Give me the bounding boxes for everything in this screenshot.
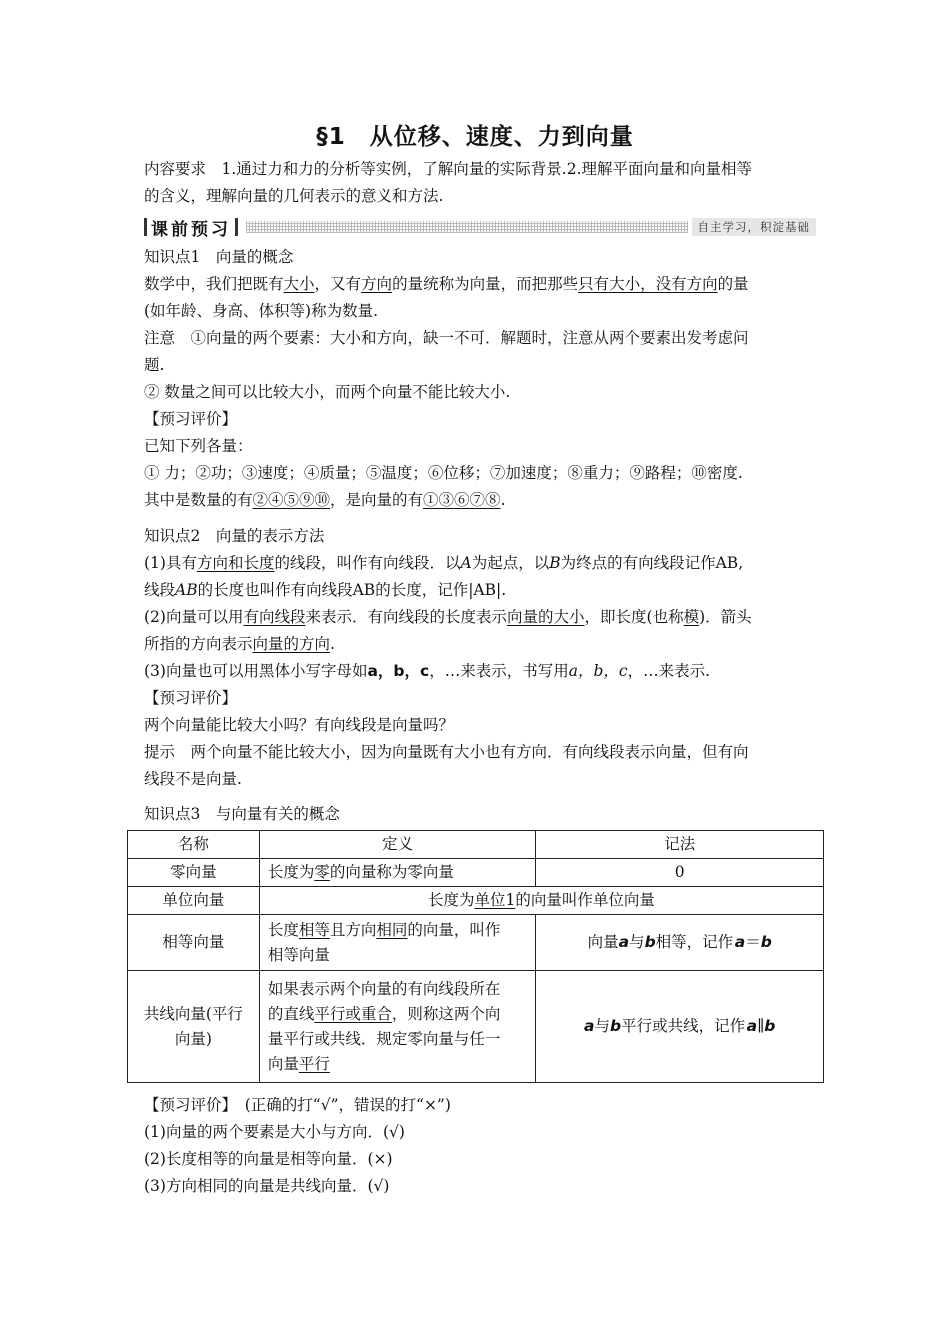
row-name: 相等向量 [128,915,260,971]
underlined-answer: 向量的方向 [252,635,331,653]
text-span: 的线段，叫作有向线段．以 [274,554,461,572]
banner-bar-icon [144,218,147,236]
vector-symbol: b [609,1017,622,1035]
vector-symbol: b [764,1017,776,1035]
knowledge-point-1 [144,244,816,514]
judgement-1: (1)向量的两个要素是大小与方向．(√) [144,1123,405,1141]
requirement-line-1: 内容要求 1.通过力和力的分析等实例，了解向量的实际背景.2.理解平面向量和向量相等 [144,160,753,178]
judgement-2: (2)长度相等的向量是相等向量．(×) [144,1150,393,1168]
kp2-hint-2: 线段不是向量. [144,770,242,788]
underlined-answer: 单位1 [474,891,516,909]
kp2-line-5 [144,658,816,685]
underlined-answer: ②④⑤⑨⑩ [252,491,331,509]
text-span: 线段 [144,581,176,599]
text-span: 其中是数量的有 [144,491,253,509]
kp3-heading: 知识点3 与向量有关的概念 [144,805,340,823]
math-var: AB [175,581,198,599]
underlined-answer: 方向和长度 [196,554,275,572]
row-notation [536,915,824,971]
underlined-answer: 有向线段 [243,608,306,626]
row-name [128,971,260,1083]
kp1-note-3: ② 数量之间可以比较大小，而两个向量不能比较大小. [144,383,511,401]
text-span: ∥ [757,1017,765,1035]
content-requirements [144,156,816,210]
kp2-line-2 [144,577,816,604]
concept-table [127,830,824,1083]
row-definition [259,915,536,971]
kp2-eval-heading: 【预习评价】 [144,689,238,707]
text-span: ，即长度(也称 [584,608,684,626]
section-banner [144,216,816,238]
text-span: 与 [594,1017,610,1035]
kp1-note-1: 注意 ①向量的两个要素：大小和方向，缺一不可．解题时，注意从两个要素出发考虑问 [144,329,749,347]
vector-symbol: a [746,1017,758,1035]
kp3-evaluation [144,1092,816,1200]
text-span: 的量 [717,275,749,293]
vector-symbol: a [618,933,630,951]
text-span: ，又有 [314,275,362,293]
bold-letters: a，b，c [367,662,430,680]
table-header: 定义 [259,831,536,859]
table-header: 名称 [128,831,260,859]
vector-symbol: a [734,933,746,951]
row-name: 零向量 [128,859,260,887]
text-span: )．箭头 [699,608,752,626]
table-header: 记法 [536,831,824,859]
text-span: 量平行或共线．规定零向量与任一 [267,1029,501,1048]
judgement-3: (3)方向相同的向量是共线向量．(√) [144,1177,390,1195]
table-row [128,971,824,1083]
underlined-answer: 只有大小，没有方向 [578,275,718,293]
row-definition [259,971,536,1083]
text-span: 向量 [267,1054,299,1073]
page-title: §1 从位移、速度、力到向量 [316,124,634,150]
kp2-line-1 [144,550,816,577]
text-span: 的向量称为零向量 [329,863,454,881]
text-span: 所指的方向表示 [144,635,253,653]
banner-pattern [246,221,688,233]
text-span: ，是向量的有 [330,491,424,509]
text-span: 平行或共线，记作 [621,1017,746,1035]
text-span: 的向量叫作单位向量 [515,891,655,909]
text-span: . [330,635,335,653]
kp1-paragraph-2: (如年龄、身高、体积等)称为数量. [144,302,379,320]
text-span: 向量 [587,933,619,951]
text-span: 相等向量 [267,945,330,964]
text-span: (2)向量可以用 [144,608,244,626]
vector-symbol: a [584,1017,595,1035]
kp1-question-1: 已知下列各量： [144,437,253,455]
kp3-eval-heading: 【预习评价】 (正确的打“√”，错误的打“×”) [144,1096,451,1114]
text-span: ，则称这两个向 [391,1004,501,1023]
text-span: ，…来表示. [627,662,711,680]
banner-label: 课前预习 [151,219,231,240]
math-var: A [460,554,472,572]
kp1-answer [144,487,816,514]
text-span: ＝ [745,933,761,951]
underlined-answer: 模 [683,608,700,626]
text-span: 共线向量(平行 [143,1004,243,1023]
underlined-answer: 相等 [298,920,330,939]
kp2-hint-1: 提示 两个向量不能比较大小，因为向量既有大小也有方向．有向线段表示向量，但有向 [144,743,749,761]
underlined-answer: 方向 [361,275,393,293]
table-header-row [128,831,824,859]
knowledge-point-3 [144,801,816,828]
italic-letters: a，b，c [568,662,628,680]
kp1-paragraph [144,271,816,298]
kp1-question-2: ① 力；②功；③速度；④质量；⑤温度；⑥位移；⑦加速度；⑧重力；⑨路程；⑩密度. [144,464,743,482]
kp1-note-2: 题. [144,356,165,374]
text-span: 的向量，叫作 [407,920,501,939]
kp2-question: 两个向量能比较大小吗？有向线段是向量吗？ [144,716,455,734]
text-span: 长度为 [427,891,475,909]
kp2-heading: 知识点2 向量的表示方法 [144,527,325,545]
text-span: 的量统称为向量，而把那些 [392,275,579,293]
underlined-answer: 平行 [298,1054,330,1073]
text-span: 且方向 [329,920,377,939]
underlined-answer: 平行或重合 [314,1004,392,1023]
row-notation: 0 [536,859,824,887]
text-span: ，…来表示，书写用 [429,662,569,680]
underlined-answer: 向量的大小 [507,608,585,626]
kp1-heading: 知识点1 向量的概念 [144,248,294,266]
text-span: (1)具有 [144,554,197,572]
banner-subtitle: 自主学习，积淀基础 [692,218,817,236]
text-span: 长度为 [267,863,315,881]
knowledge-point-2 [144,523,816,793]
table-row [128,859,824,887]
text-span: 为终点的有向线段记作AB, [560,554,744,572]
kp2-line-4 [144,631,816,658]
math-var: B [549,554,561,572]
text-span: 来表示．有向线段的长度表示 [305,608,507,626]
row-definition [259,887,823,915]
text-span: 如果表示两个向量的有向线段所在 [267,979,501,998]
text-span: 为起点，以 [471,554,550,572]
underlined-answer: 零 [314,863,330,881]
kp1-eval-heading: 【预习评价】 [144,410,238,428]
vector-symbol: b [760,933,772,951]
kp2-line-3 [144,604,816,631]
underlined-answer: ①③⑥⑦⑧ [423,491,501,509]
requirement-line-2: 的含义，理解向量的几何表示的意义和方法. [144,187,444,205]
text-span: 长度 [267,920,299,939]
row-notation [536,971,824,1083]
text-span: 数学中，我们把既有 [144,275,284,293]
text-span: . [500,491,506,509]
table-row [128,915,824,971]
text-span: 向量) [174,1029,212,1048]
text-span: (3)向量也可以用黑体小写字母如 [144,662,368,680]
row-definition [259,859,536,887]
text-span: 的直线 [267,1004,315,1023]
text-span: 的长度也叫作有向线段AB的长度，记作|AB|. [197,581,507,599]
table-row [128,887,824,915]
underlined-answer: 相同 [376,920,408,939]
banner-bar-icon [235,218,238,236]
vector-symbol: b [644,933,656,951]
text-span: 相等，记作 [655,933,734,951]
row-name: 单位向量 [128,887,260,915]
underlined-answer: 大小 [283,275,315,293]
text-span: 与 [629,933,645,951]
